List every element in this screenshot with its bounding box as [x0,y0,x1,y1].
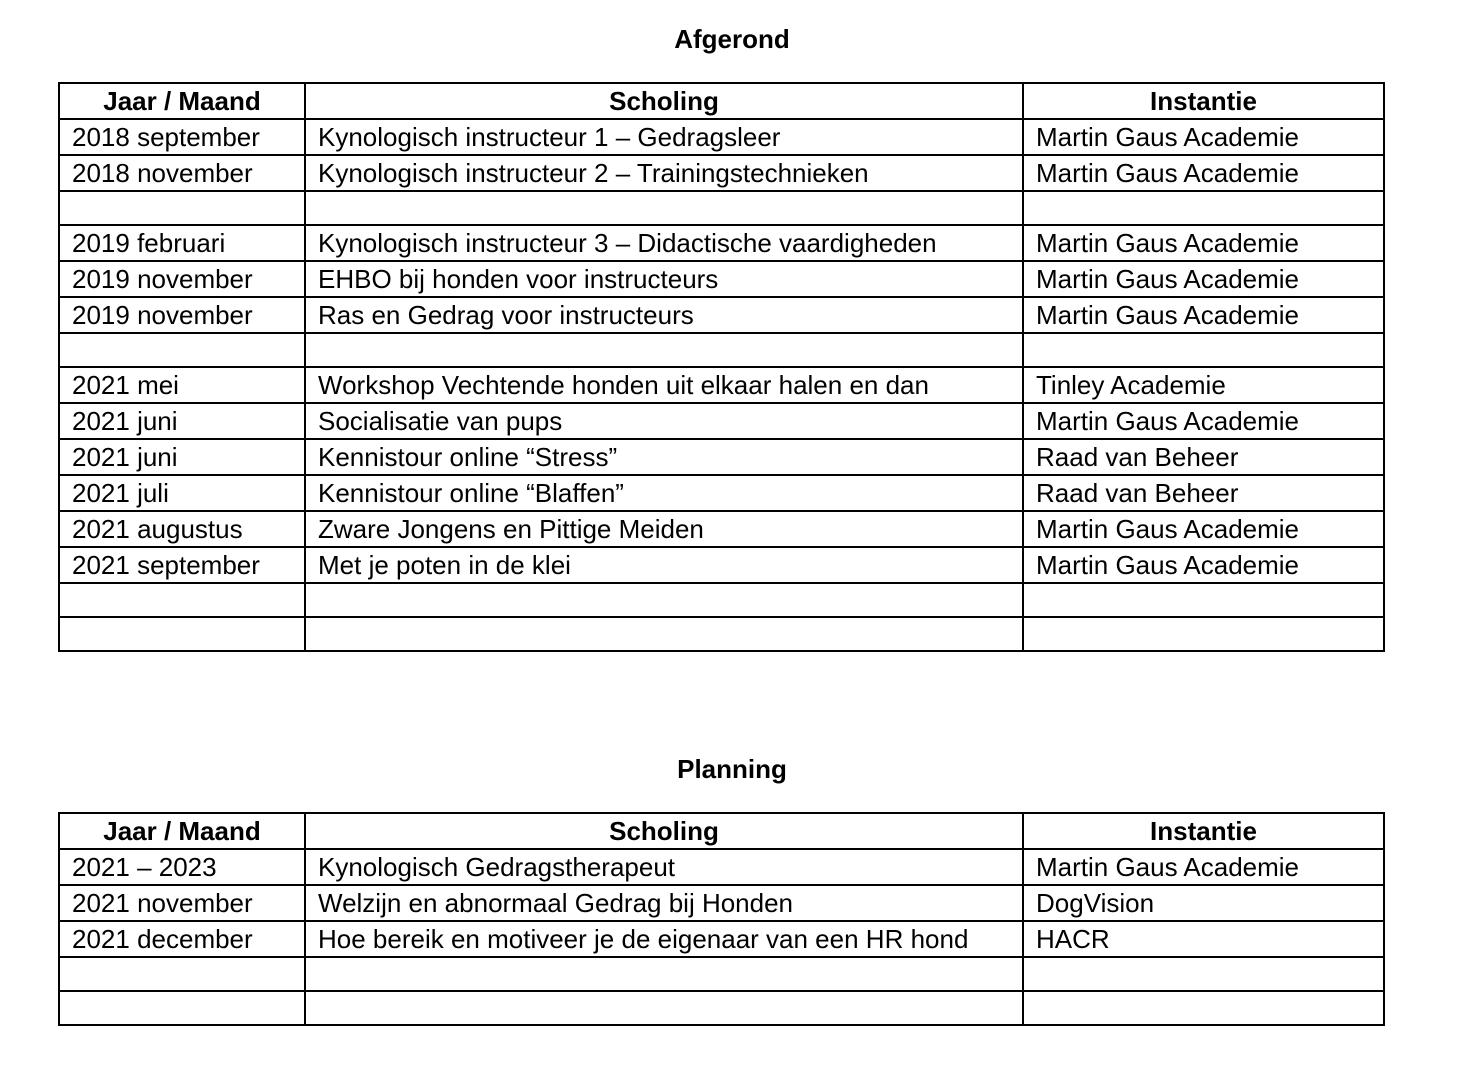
cell-scholing: Hoe bereik en motiveer je de eigenaar van een HR hond [305,921,1023,957]
cell-instantie: Raad van Beheer [1023,475,1384,511]
table-row [59,439,1384,475]
table-row [59,297,1384,333]
table-row [59,403,1384,439]
cell-scholing: Kynologisch instructeur 1 – Gedragsleer [305,119,1023,155]
cell-jaar-maand: 2019 februari [59,225,305,261]
table-row [59,261,1384,297]
table-row [59,475,1384,511]
table-row [59,921,1384,957]
cell-jaar-maand: 2018 september [59,119,305,155]
table-header-row [59,813,1384,849]
column-header-jaar-maand: Jaar / Maand [59,813,305,849]
cell-instantie: Martin Gaus Academie [1023,261,1384,297]
column-header-instantie: Instantie [1023,813,1384,849]
cell-scholing: Kynologisch instructeur 3 – Didactische vaardigheden [305,225,1023,261]
cell-instantie: Martin Gaus Academie [1023,155,1384,191]
cell-scholing [305,617,1023,651]
cell-instantie [1023,617,1384,651]
cell-scholing: Met je poten in de klei [305,547,1023,583]
table-row [59,583,1384,617]
cell-instantie: Tinley Academie [1023,367,1384,403]
table-row [59,957,1384,991]
cell-instantie: Martin Gaus Academie [1023,849,1384,885]
cell-jaar-maand [59,617,305,651]
cell-jaar-maand: 2021 mei [59,367,305,403]
cell-instantie: Martin Gaus Academie [1023,403,1384,439]
column-header-instantie: Instantie [1023,83,1384,119]
cell-instantie: Raad van Beheer [1023,439,1384,475]
cell-instantie [1023,957,1384,991]
cell-instantie: Martin Gaus Academie [1023,511,1384,547]
cell-jaar-maand: 2021 – 2023 [59,849,305,885]
cell-scholing: Socialisatie van pups [305,403,1023,439]
cell-instantie: Martin Gaus Academie [1023,547,1384,583]
table-row [59,991,1384,1025]
table-row [59,511,1384,547]
cell-jaar-maand [59,957,305,991]
table-row [59,333,1384,367]
cell-jaar-maand: 2021 juli [59,475,305,511]
table-row [59,225,1384,261]
cell-jaar-maand [59,191,305,225]
table-header-row [59,83,1384,119]
table-row [59,119,1384,155]
cell-scholing: Workshop Vechtende honden uit elkaar halen en dan [305,367,1023,403]
cell-instantie: Martin Gaus Academie [1023,225,1384,261]
table-row [59,885,1384,921]
cell-scholing: EHBO bij honden voor instructeurs [305,261,1023,297]
cell-jaar-maand: 2021 juni [59,439,305,475]
cell-scholing [305,957,1023,991]
table-row [59,849,1384,885]
cell-jaar-maand [59,333,305,367]
cell-jaar-maand: 2021 december [59,921,305,957]
table-row [59,547,1384,583]
cell-instantie: Martin Gaus Academie [1023,297,1384,333]
cell-jaar-maand: 2019 november [59,261,305,297]
cell-instantie [1023,583,1384,617]
table-row [59,155,1384,191]
cell-jaar-maand: 2021 november [59,885,305,921]
cell-scholing: Kynologisch Gedragstherapeut [305,849,1023,885]
cell-jaar-maand [59,583,305,617]
column-header-jaar-maand: Jaar / Maand [59,83,305,119]
cell-scholing: Kynologisch instructeur 2 – Trainingstechnieken [305,155,1023,191]
cell-jaar-maand: 2021 september [59,547,305,583]
cell-instantie [1023,191,1384,225]
column-header-scholing: Scholing [305,83,1023,119]
cell-scholing: Kennistour online “Blaffen” [305,475,1023,511]
cell-scholing: Welzijn en abnormaal Gedrag bij Honden [305,885,1023,921]
cell-jaar-maand: 2021 augustus [59,511,305,547]
cell-scholing [305,583,1023,617]
cell-instantie: DogVision [1023,885,1384,921]
table-row [59,191,1384,225]
cell-scholing [305,991,1023,1025]
cell-jaar-maand: 2021 juni [59,403,305,439]
cell-scholing: Kennistour online “Stress” [305,439,1023,475]
cell-jaar-maand: 2019 november [59,297,305,333]
cell-instantie: Martin Gaus Academie [1023,119,1384,155]
table-row [59,367,1384,403]
section-title-afgerond: Afgerond [674,24,790,54]
cell-scholing: Ras en Gedrag voor instructeurs [305,297,1023,333]
afgerond-table [58,82,1385,652]
section-title-planning: Planning [677,754,787,784]
cell-scholing [305,333,1023,367]
cell-instantie: HACR [1023,921,1384,957]
cell-instantie [1023,333,1384,367]
column-header-scholing: Scholing [305,813,1023,849]
cell-scholing: Zware Jongens en Pittige Meiden [305,511,1023,547]
planning-table [58,812,1385,1026]
table-row [59,617,1384,651]
cell-jaar-maand [59,991,305,1025]
cell-instantie [1023,991,1384,1025]
cell-scholing [305,191,1023,225]
cell-jaar-maand: 2018 november [59,155,305,191]
